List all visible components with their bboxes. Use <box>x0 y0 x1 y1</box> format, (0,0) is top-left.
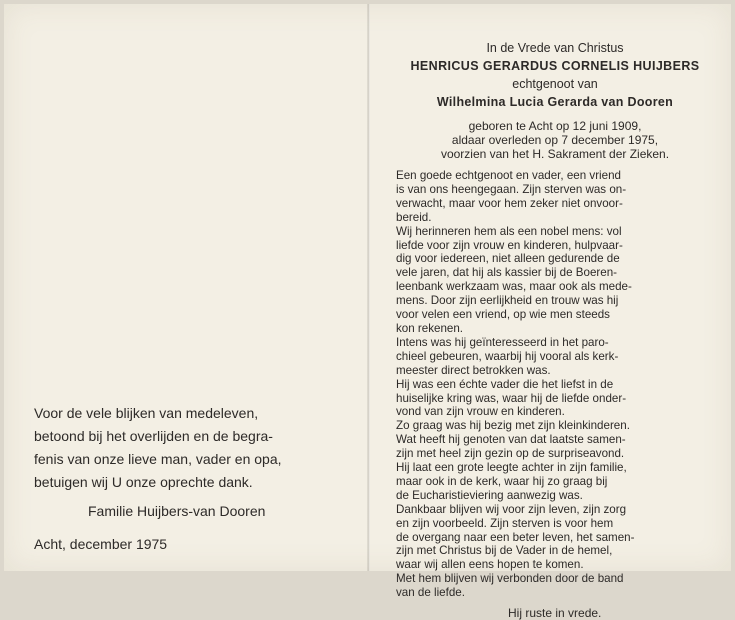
family-signature: Familie Huijbers-van Dooren <box>88 503 266 519</box>
spouse-label: echtgenoot van <box>512 77 598 91</box>
eulogy-text: Een goede echtgenoot en vader, een vriend is van ons heengegaan. Zijn sterven was on- verwacht, maar voor hem zeker niet onvoor- bereid. Wij herinneren hem als een nobel mens: vol liefde voor zijn vrouw en kinderen, hulpvaar- dig voor iedereen, niet alleen gedurende de vele jaren, dat hij als kassier bij de Boeren- leenbank werkzaam was, maar ook als mede- mens. Door zijn eerlijkheid en trouw was hij voor velen een vriend, op wie men steeds kon rekenen. Intens was hij geïnteresseerd in het paro- chieel gebeuren, waarbij hij vooral als kerk- meester direct betrokken was. Hij was een échte vader die het liefst in de huiselijke kring was, waar hij de liefde onder- vond van zijn vrouw en kinderen. Zo graag was hij bezig met zijn kleinkinderen. Wat heeft hij genoten van dat laatste samen- zijn met heel zijn gezin op de surpriseavond. Hij laat een grote leegte achter in zijn familie, maar ook in de kerk, waar hij zo graag bij de Eucharistieviering aanwezig was. Dankbaar blijven wij voor zijn leven, zijn zorg en zijn voorbeeld. Zijn sterven is voor hem de overgang naar een beter leven, het samen- zijn met Christus bij de Vader in de hemel, waar wij allen eens hopen te komen. Met hem blijven wij verbonden door de band van de liefde. <box>396 169 635 600</box>
closing-line: Hij ruste in vrede. <box>508 606 602 620</box>
left-panel <box>34 402 334 556</box>
intro-line: In de Vrede van Christus <box>486 41 624 55</box>
memorial-card <box>4 4 731 620</box>
deceased-name: HENRICUS GERARDUS CORNELIS HUIJBERS <box>410 59 700 73</box>
place-date: Acht, december 1975 <box>34 536 168 552</box>
life-dates: geboren te Acht op 12 juni 1909, aldaar overleden op 7 december 1975, voorzien van het H. Sakrament der Zieken. <box>440 119 670 161</box>
right-panel <box>396 40 714 620</box>
spouse-name: Wilhelmina Lucia Gerarda van Dooren <box>436 95 674 109</box>
card-fold <box>367 4 370 571</box>
thank-you-text: Voor de vele blijken van medeleven, betoond bij het overlijden en de begra- fenis van onze lieve man, vader en opa, betuigen wij U onze oprechte dank. <box>34 405 282 490</box>
